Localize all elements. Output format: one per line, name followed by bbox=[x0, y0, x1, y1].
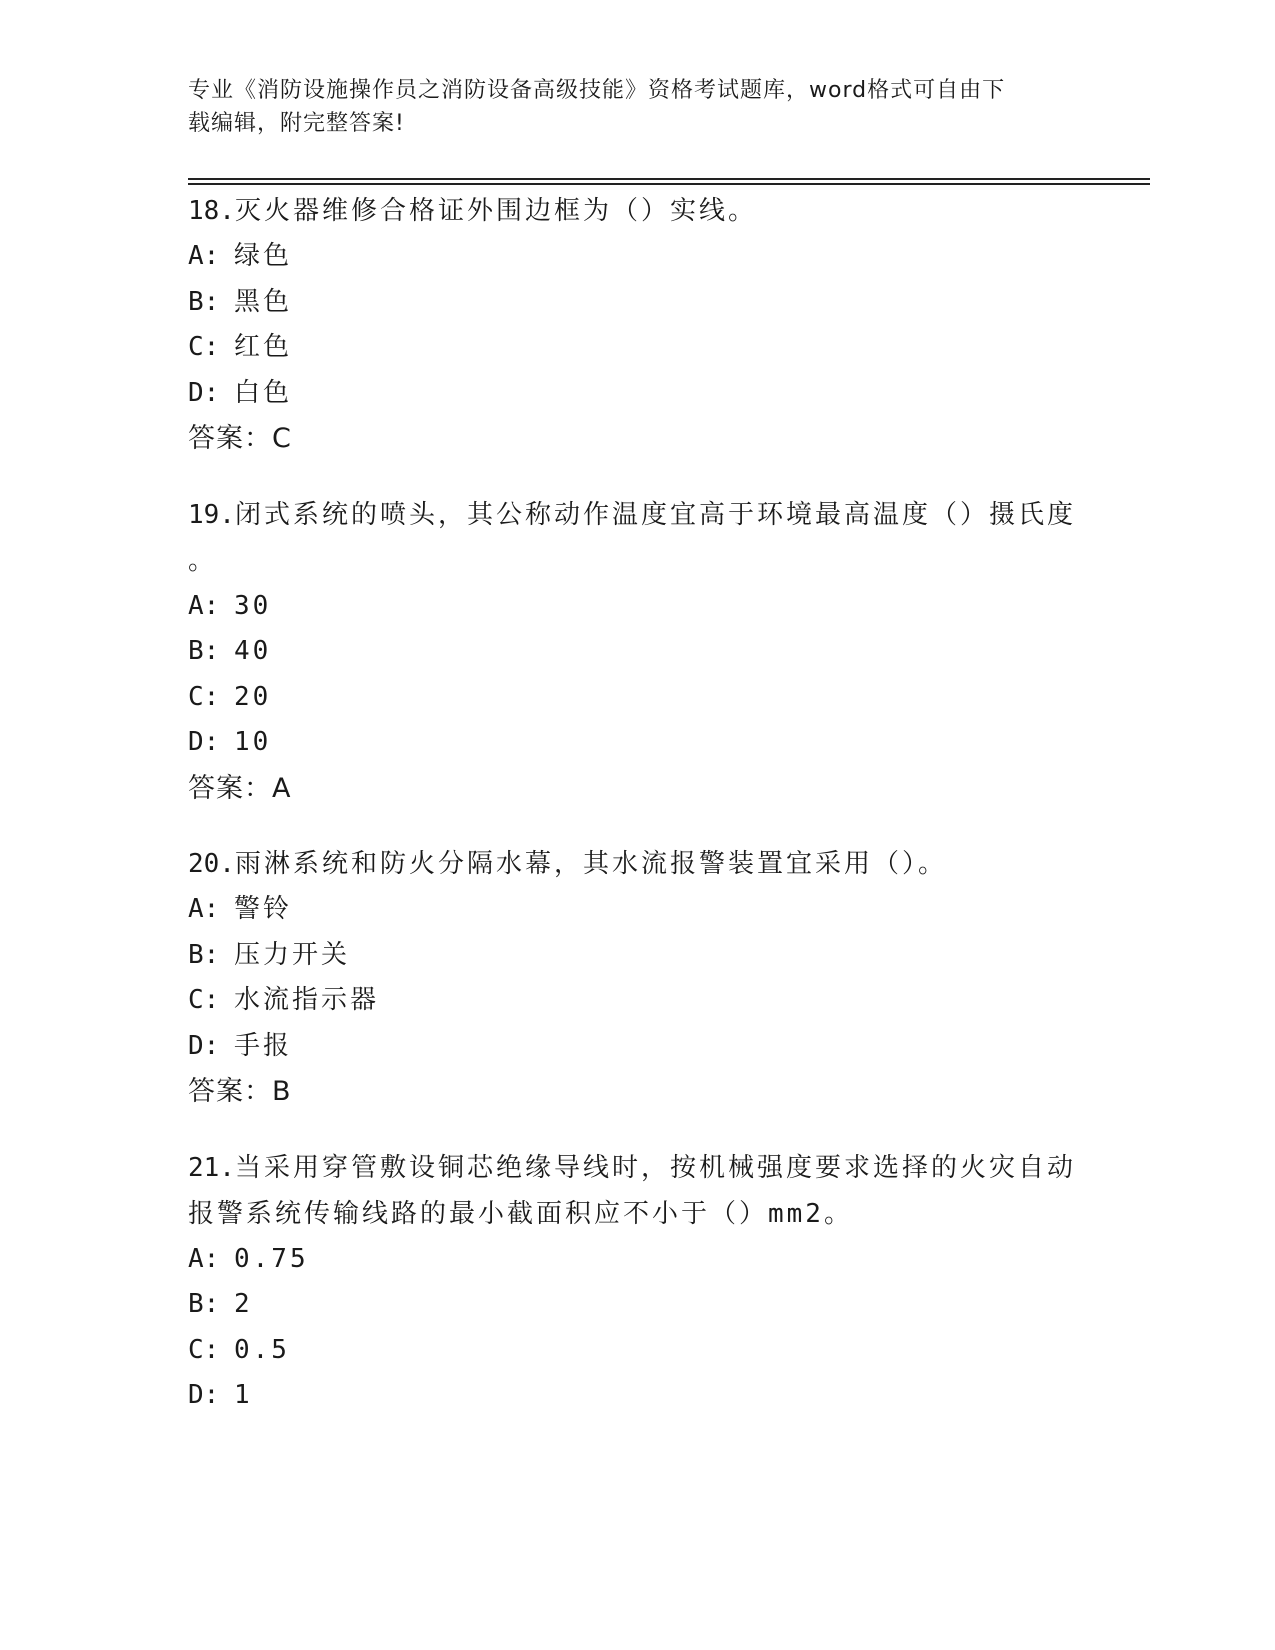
option-a bbox=[188, 234, 1088, 280]
option-c bbox=[188, 325, 1088, 371]
option-text: 30 bbox=[234, 590, 272, 621]
option-text: 警铃 bbox=[234, 894, 293, 924]
header-divider-top bbox=[188, 178, 1150, 180]
option-c bbox=[188, 675, 1088, 721]
option-letter: D: bbox=[188, 1030, 220, 1061]
question-stem: 灭火器维修合格证外围边框为（）实线。 bbox=[234, 196, 757, 226]
option-letter: B: bbox=[188, 1289, 220, 1319]
question-number: 19. bbox=[188, 499, 235, 530]
question-text bbox=[188, 492, 1088, 538]
header-divider-bottom bbox=[188, 183, 1150, 185]
question-21 bbox=[188, 1145, 1088, 1419]
question-number: 18. bbox=[188, 196, 235, 226]
option-text: 水流指示器 bbox=[234, 985, 380, 1015]
option-text: 20 bbox=[234, 681, 272, 712]
question-text-continued: 报警系统传输线路的最小截面积应不小于（）mm2。 bbox=[188, 1198, 853, 1229]
option-d bbox=[188, 720, 1088, 766]
answer-line: 答案：B bbox=[188, 1076, 292, 1107]
answer-line: 答案：C bbox=[188, 423, 292, 454]
option-letter: C: bbox=[188, 332, 220, 362]
option-a bbox=[188, 584, 1088, 630]
question-list bbox=[188, 188, 1088, 1449]
option-b bbox=[188, 1282, 1088, 1328]
question-number: 20. bbox=[188, 849, 235, 879]
option-letter: A: bbox=[188, 894, 220, 924]
question-stem: 雨淋系统和防火分隔水幕，其水流报警装置宜采用（）。 bbox=[234, 849, 947, 879]
question-text-continued: 。 bbox=[188, 545, 218, 576]
option-d bbox=[188, 1373, 1088, 1419]
question-stem: 当采用穿管敷设铜芯绝缘导线时，按机械强度要求选择的火灾自动 bbox=[234, 1152, 1076, 1183]
question-20 bbox=[188, 841, 1088, 1115]
option-b bbox=[188, 933, 1088, 979]
question-number: 21. bbox=[188, 1152, 235, 1183]
option-d bbox=[188, 371, 1088, 417]
question-text bbox=[188, 188, 1088, 234]
option-text: 1 bbox=[234, 1380, 253, 1410]
option-letter: A: bbox=[188, 590, 220, 621]
option-c bbox=[188, 1328, 1088, 1374]
option-letter: D: bbox=[188, 1380, 220, 1410]
option-letter: A: bbox=[188, 1243, 220, 1274]
option-letter: D: bbox=[188, 377, 220, 408]
option-a bbox=[188, 887, 1088, 933]
option-b bbox=[188, 280, 1088, 326]
option-letter: C: bbox=[188, 1334, 220, 1365]
option-letter: C: bbox=[188, 681, 220, 712]
question-text bbox=[188, 1145, 1088, 1191]
answer-line: 答案：A bbox=[188, 772, 292, 804]
option-letter: D: bbox=[188, 727, 220, 757]
option-text: 黑色 bbox=[234, 286, 293, 317]
option-text: 绿色 bbox=[234, 241, 293, 271]
option-letter: C: bbox=[188, 985, 220, 1015]
option-text: 压力开关 bbox=[234, 939, 351, 970]
question-18 bbox=[188, 188, 1088, 462]
option-a bbox=[188, 1237, 1088, 1283]
option-letter: B: bbox=[188, 939, 220, 970]
option-c bbox=[188, 978, 1088, 1024]
option-text: 40 bbox=[234, 636, 272, 666]
question-19 bbox=[188, 492, 1088, 812]
option-text: 2 bbox=[234, 1289, 253, 1319]
option-d bbox=[188, 1024, 1088, 1070]
option-letter: B: bbox=[188, 636, 220, 666]
option-text: 白色 bbox=[234, 377, 293, 408]
header-line-1: 专业《消防设施操作员之消防设备高级技能》资格考试题库，word格式可自由下 bbox=[188, 78, 1006, 103]
option-text: 0.75 bbox=[234, 1243, 309, 1274]
question-text bbox=[188, 841, 1088, 887]
question-stem: 闭式系统的喷头，其公称动作温度宜高于环境最高温度（）摄氏度 bbox=[234, 499, 1076, 530]
option-text: 0.5 bbox=[234, 1334, 290, 1365]
option-letter: B: bbox=[188, 286, 220, 317]
document-header bbox=[188, 74, 1068, 140]
option-letter: A: bbox=[188, 241, 220, 271]
option-text: 手报 bbox=[234, 1030, 293, 1061]
header-line-2: 载编辑，附完整答案! bbox=[188, 111, 405, 136]
option-text: 红色 bbox=[234, 332, 293, 362]
option-text: 10 bbox=[234, 727, 272, 757]
option-b bbox=[188, 629, 1088, 675]
